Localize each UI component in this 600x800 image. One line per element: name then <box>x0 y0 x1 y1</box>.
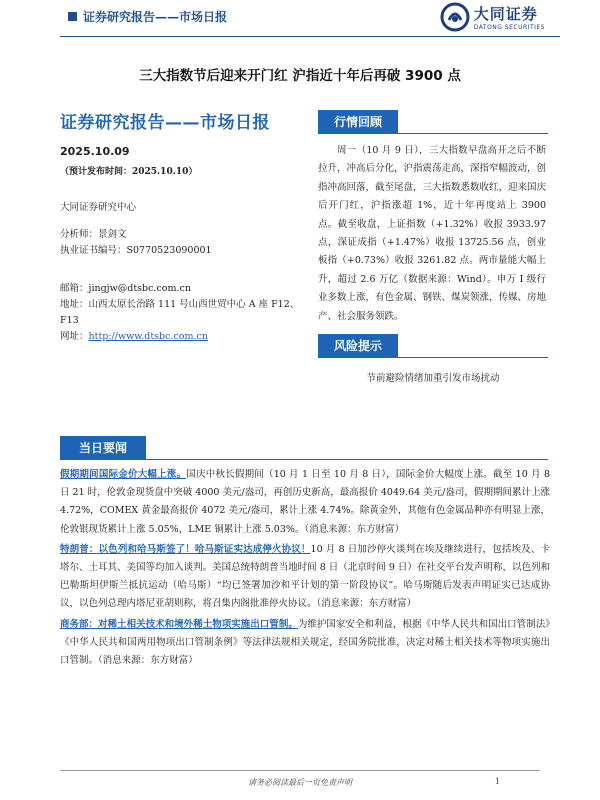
research-center: 大同证券研究中心 <box>60 202 137 213</box>
news-body: 国庆中秋长假期间（10 月 1 日至 10 月 8 日），国际金价大幅度上涨。截至 10 月 8 日 21 时，伦敦金现货盘中突破 4000 美元/盎司，再创历史新高，最高报价 4049.64 美元/盎司，假期期间累计上涨 4.72%，COMEX 黄金最高报价 4072 美元/盎司，累计上涨 4.74%。除黄金外，其他有色金属品种亦有明显上涨，伦敦银现货累计上涨 5.05%，LME 铜累计上涨 5.03%。（消息来源：东方财富） <box>60 469 550 535</box>
review-heading: 行情回顾 <box>318 110 398 133</box>
website-link[interactable]: http://www.dtsbc.com.cn <box>88 331 208 342</box>
news-heading: 当日要闻 <box>60 436 146 459</box>
page-footer <box>60 770 540 787</box>
website-label: 网址： <box>60 331 89 342</box>
contact-email: 邮箱：jingjw@dtsbc.com.cn <box>60 283 191 294</box>
header-section-label: 证券研究报告——市场日报 <box>83 10 228 24</box>
analyst-name: 分析师：景剑文 <box>60 229 127 240</box>
review-divider <box>318 133 548 134</box>
company-logo <box>440 2 545 32</box>
news-item <box>60 616 550 671</box>
logo-en: DATONG SECURITIES <box>473 24 545 31</box>
header-divider <box>60 36 560 37</box>
page-title: 三大指数节后迎来开门红 沪指近十年后再破 3900 点 <box>139 68 461 84</box>
news-list <box>60 466 550 672</box>
news-item <box>60 541 550 614</box>
contact-address: 地址：山西太原长治路 111 号山西世贸中心 A 座 F12、F13 <box>60 299 300 326</box>
news-body: 为维护国家安全和利益，根据《中华人民共和国出口管制法》《中华人民共和国两用物项出口管制条例》等法律法规相关规定，经国务院批准，决定对稀土相关技术等物项实施出口管制。（消息来源：东方财富） <box>60 618 550 667</box>
news-item <box>60 466 550 539</box>
logo-cn: 大同证券 <box>473 5 538 23</box>
news-headline[interactable]: 商务部：对稀土相关技术和境外稀土物项实施出口管制。 <box>60 618 298 630</box>
analyst-cert: 执业证书编号：S0770523090001 <box>60 245 212 256</box>
header-square-icon <box>68 12 77 21</box>
risk-text: 节前避险情绪加重引发市场扰动 <box>366 373 500 385</box>
news-headline[interactable]: 假期期间国际金价大幅上涨。 <box>60 469 187 480</box>
risk-heading: 风险提示 <box>318 334 398 357</box>
review-body: 周一（10 月 9 日），三大指数早盘高开之后不断拉升，冲高后分化，沪指震荡走高，深指窄幅波动，创指冲高回落，截至尾盘，三大指数悉数收红，迎来国庆后开门红，沪指涨超 1%，近十年再度站上 3900 点。截至收盘，上证指数（+1.32%）收报 3933.97 点，深证成指（+1.47%）收报 13725.56 点，创业板指（+0.73%）收报 3261.82 点。两市量能大幅上升，超过 2.6 万亿（数据来源：Wind）。申万 I 级行业多数上涨，有色金属、钢铁、煤炭领涨，传媒、房地产、社会服务领跌。 <box>318 145 547 322</box>
news-section-header <box>60 436 548 460</box>
report-date: 2025.10.09 <box>60 145 130 158</box>
news-body: 10 月 8 日加沙停火谈判在埃及继续进行，包括埃及、卡塔尔、土耳其、美国等均加入谈判。美国总统特朗普当地时间 8 日（北京时间 9 日）在社交平台发声明称，以色列和巴勒斯坦伊斯兰抵抗运动（哈马斯）“均已签署加沙和平计划的第一阶段协议”。哈马斯随后发表声明证实已达成协议，以色列总理内塔尼亚胡则称，将召集内阁批准停火协议。（消息来源：东方财富） <box>60 543 550 610</box>
right-column <box>318 110 548 384</box>
disclaimer-note: 请务必阅读最后一页免责声明 <box>248 778 352 787</box>
datong-logo-icon <box>440 2 470 32</box>
report-title: 证券研究报告——市场日报 <box>60 113 270 133</box>
contact-website <box>60 329 305 345</box>
news-divider <box>60 459 548 460</box>
publish-time: （预计发布时间：2025.10.10） <box>60 167 198 177</box>
left-column <box>60 108 305 345</box>
news-headline[interactable]: 特朗普：以色列和哈马斯签了！哈马斯证实达成停火协议！ <box>60 543 311 555</box>
risk-divider <box>318 357 548 358</box>
page-number: 1 <box>494 777 500 786</box>
header-section <box>68 8 227 25</box>
